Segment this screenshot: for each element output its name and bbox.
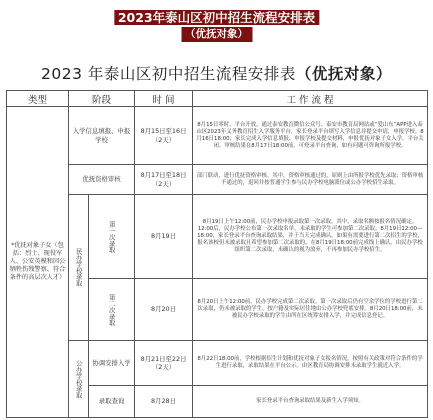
substage-cell xyxy=(89,279,135,341)
time-cell: 8月21日至22日（2天） xyxy=(135,341,193,386)
table-row xyxy=(7,195,428,279)
banner-subtitle: （优抚对象） xyxy=(181,27,252,42)
header-time: 时 间 xyxy=(135,91,193,107)
flow-cell: 8月22日18:00前，学校根据招生计划和优抚对象子女报名情况，按照有关政策对符合条件的学生进行录取，录取结果在平台公示。由区教育局协调安排未录取学生就近入学。 xyxy=(193,341,428,386)
group-public-cell xyxy=(69,341,89,418)
group-private-cell xyxy=(69,195,89,341)
group-private-label: 民办学校录取 xyxy=(74,248,83,287)
schedule-table xyxy=(6,90,428,418)
substage-cell: 录取查询 xyxy=(89,386,135,418)
substage-cell: 协调安排入学 xyxy=(89,341,135,386)
time-cell: 8月19日 xyxy=(135,195,193,279)
flow-cell: 8月15日零时，平台开放。通过泰安教育微信公众号、泰安市教育局网站或“爱山东”APP进入泰山区2023年义务教育招生入学服务平台，家长登录平台填写入学信息并提交申请，申报学校。8月16日18:00，家长完成入学信息填报、申报学校及提交材料，申报优抚对象子女入学。平台关闭。审核结果在8月17日18:00前，可登录平台查询，如有问题可咨询所报学校。 xyxy=(193,107,428,165)
substage-label: 第一次录取 xyxy=(107,220,116,253)
flow-cell: 部门联动，进行优抚资格审核。其中，资格审核通过的，原则上由所报学校优先录取；资格审核不通过的，退回并按普通学生参与民办学校电脑派位或公办学校招生录取。 xyxy=(193,165,428,195)
flow-cell: 8月20日上午12:00前，民办学校完成第二次录取。第一次录取后仍有空余学位的学校进行第二次录取，仍未被录取的学生，按户籍及实际居住地由公办学校兜底安排。8月20日18:00前，未被民办学校录取的学生由所在区统筹安排入学，并完成信息登记。 xyxy=(193,279,428,341)
document-title xyxy=(0,62,433,84)
time-cell: 8月17日至18日（2天） xyxy=(135,165,193,195)
group-public-label: 公办学校录取 xyxy=(74,359,83,399)
stage-cell: 入学信息填报、申报学校 xyxy=(69,107,135,165)
category-cell: *优抚对象子女（包括：烈士、现役军人、公安英模和因公牺牲伤残警察、符合条件的高层次人才） xyxy=(7,107,69,418)
table-header-row xyxy=(7,91,428,107)
time-cell: 8月20日 xyxy=(135,279,193,341)
substage-cell xyxy=(89,195,135,279)
document-title-sub: （优抚对象） xyxy=(295,65,392,83)
table-row xyxy=(7,341,428,386)
header-flow: 工 作 流 程 xyxy=(193,91,428,107)
banner xyxy=(0,0,433,48)
substage-label: 第二次录取 xyxy=(107,293,116,326)
time-cell: 8月28日 xyxy=(135,386,193,418)
header-category: 类型 xyxy=(7,91,69,107)
flow-cell: 家长登录平台查询录取结果及新生入学须知。 xyxy=(193,386,428,418)
document-title-main: 2023 年泰山区初中招生流程安排表 xyxy=(41,65,296,83)
table-row xyxy=(7,165,428,195)
time-cell: 8月15日至16日（2天） xyxy=(135,107,193,165)
banner-title: 2023年泰山区初中招生流程安排表 xyxy=(114,10,319,25)
header-stage: 阶段 xyxy=(69,91,135,107)
flow-cell: 8月19日上午12:00前，民办学校申报录取第一次录取。其中，录取名额按报名情况确定。12:00后，民办学校公布第一次录取名单，未录取的学生可参加第二次录取。8月19日12:00—18:00，家长登录平台查询录取结果，并于当天完成确认。如果有需要进行第二次招生的学校，报名该校但未被录取且希望参加第二次录取的，在8月19日18:00前完成线上确认，由民办学校组织第二次录取，未确认的视为放弃，不再参加民办学校招生。 xyxy=(193,195,428,279)
table-row xyxy=(7,107,428,165)
stage-cell: 优抚资格审核 xyxy=(69,165,135,195)
